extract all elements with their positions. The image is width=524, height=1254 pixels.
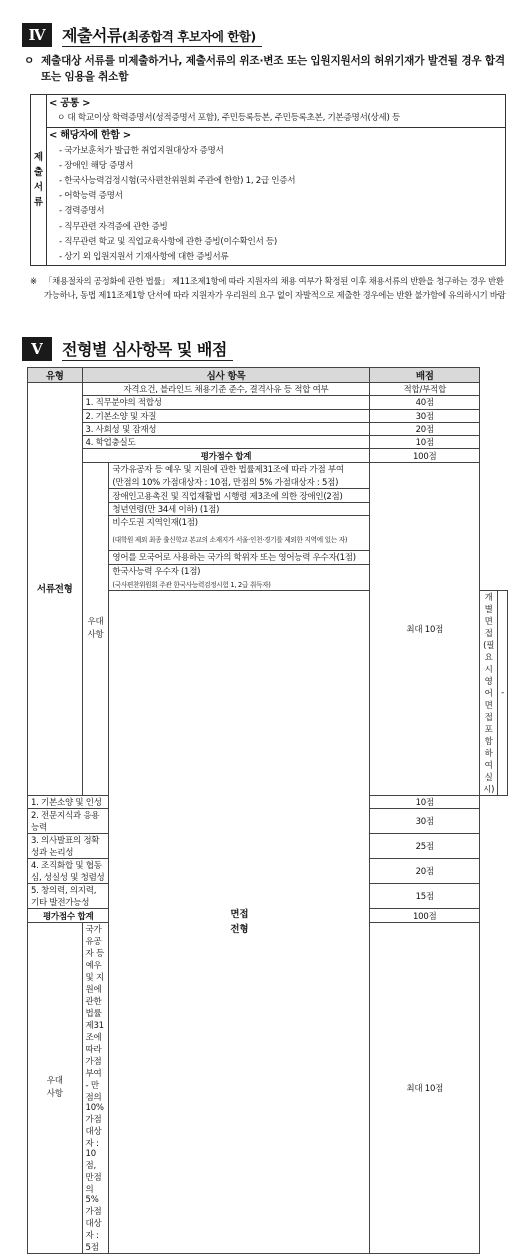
documents-box	[30, 94, 506, 266]
preference-label	[82, 462, 109, 795]
common-item: ㅇ 대 학교이상 학력증명서(성적증명서 포함), 주민등록등본, 주민등록초본, 기본증명서(상세) 등	[47, 111, 505, 128]
item-cell: 2. 전문지식과 응용능력	[28, 809, 109, 834]
side-char: 서	[33, 182, 44, 193]
applicable-heading: < 해당자에 한함 >	[49, 130, 131, 142]
doc-screening-label: 서류전형	[28, 383, 83, 796]
side-char: 류	[33, 197, 44, 208]
score-cell: 20점	[370, 859, 480, 884]
doc-item: - 국가보훈처가 발급한 취업지원대상자 증명서	[59, 145, 224, 156]
documents-content	[49, 96, 503, 265]
cancel-notice-text: 제출대상 서류를 미제출하거나, 제출서류의 위조·변조 또는 입원지원서의 허위기재가 발견될 경우 합격 또는 임용을 취소함	[41, 55, 505, 83]
item-cell: 1. 직무분야의 적합성	[82, 396, 370, 409]
item-cell: 5. 창의력, 의지력, 기타 발전가능성	[28, 884, 109, 909]
score-cell: 적합/부적합	[370, 383, 480, 396]
preference-label	[28, 922, 83, 1253]
total-label: 평가점수 합계	[28, 909, 109, 922]
total-row	[28, 449, 508, 462]
documents-side-label	[31, 95, 47, 265]
score-cell: 30점	[370, 809, 480, 834]
table-row	[28, 409, 508, 422]
preference-score: 최대 10점	[370, 922, 480, 1253]
col-item: 심사 항목	[82, 368, 370, 383]
score-cell: 10점	[370, 796, 480, 809]
score-cell: 40점	[370, 396, 480, 409]
section-4-header	[22, 23, 262, 47]
section-5-header	[22, 337, 233, 361]
doc-item: - 직무관련 자격증에 관한 증빙	[59, 221, 168, 232]
table-row	[28, 462, 508, 475]
return-note	[30, 274, 506, 302]
total-score: 100점	[370, 909, 480, 922]
total-score: 100점	[370, 449, 480, 462]
item-cell: 개별면접 (필요시 영어면접 포함하여 실시)	[480, 591, 498, 796]
score-cell: 20점	[370, 422, 480, 435]
item-cell: 3. 사회성 및 잠재성	[82, 422, 370, 435]
section-title	[62, 23, 262, 47]
scoring-table	[27, 367, 508, 1254]
doc-item: - 경력증명서	[59, 206, 105, 217]
doc-item: - 상기 외 입원지원서 기재사항에 대한 증빙서류	[59, 252, 229, 263]
pref-item: 장애인고용촉진 및 직업재활법 시행령 제3조에 의한 장애인(2점)	[109, 489, 370, 502]
note-symbol: ※	[30, 276, 37, 286]
table-row	[28, 396, 508, 409]
pref-item: 비수도권 지역인재(1점)	[109, 515, 370, 528]
table-row	[28, 422, 508, 435]
pref-item: 한국사능력 우수자 (1점)	[109, 564, 370, 577]
common-heading: < 공통 >	[49, 98, 91, 109]
pref-item-detail: (국사편찬위원회 주관 한국사능력검정시험 1, 2급 취득자)	[109, 577, 370, 590]
section-title: 전형별 심사항목 및 배점	[62, 337, 233, 361]
section-number: Ⅳ	[22, 23, 52, 47]
section-number: Ⅴ	[22, 337, 52, 361]
doc-item: - 장애인 해당 증명서	[59, 160, 134, 171]
doc-item: - 어학능력 증명서	[59, 191, 123, 202]
pref-item: 영어를 모국어로 사용하는 국가의 학위자 또는 영어능력 우수자(1점)	[109, 551, 370, 564]
item-cell: 3. 의사발표의 정확성과 논리성	[28, 834, 109, 859]
col-score: 배점	[370, 368, 480, 383]
table-row	[28, 383, 508, 396]
pref-item: - 만점의 10% 가점대상자 : 10점, 만점의 5% 가점대상자 : 5점	[82, 1079, 109, 1254]
pref-item: (만점의 10% 가점대상자 : 10점, 만점의 5% 가점대상자 : 5점)	[109, 476, 370, 489]
side-char: 제	[33, 152, 44, 163]
pref-item: 국가유공자 등 예우 및 지원에 관한 법률제31조에 따라 가점 부여	[109, 462, 370, 475]
pref-item: 국가유공자 등 예우 및 지원에 관한 법률제31조에 따라 가점 부여	[82, 922, 109, 1079]
item-cell: 2. 기본소양 및 자질	[82, 409, 370, 422]
table-row	[28, 436, 508, 449]
item-cell: 4. 학업충실도	[82, 436, 370, 449]
side-char: 출	[33, 167, 44, 178]
pref-item-detail: (대학원 제외 최종 출신학교 본교의 소재지가 서울·인천·경기를 제외한 지역에 있는 자)	[109, 529, 370, 551]
item-cell: 자격요건, 블라인드 채용기준 준수, 결격사유 등 적합 여부	[82, 383, 370, 396]
total-label: 평가점수 합계	[82, 449, 370, 462]
section-subtitle: (최종합격 후보자에 한함)	[121, 29, 256, 44]
doc-item: - 직무관련 학교 및 직업교육사항에 관한 증빙(이수확인서 등)	[59, 236, 277, 247]
preference-label-text: 우대사항	[46, 1075, 63, 1099]
section-title-text: 제출서류	[62, 26, 122, 45]
score-cell: 25점	[370, 834, 480, 859]
item-cell: 4. 조직화합 및 협동심, 성실성 및 청렴성	[28, 859, 109, 884]
score-cell: 10점	[370, 436, 480, 449]
score-cell: 30점	[370, 409, 480, 422]
pref-item: 청년연령(만 34세 이하) (1점)	[109, 502, 370, 515]
preference-score: 최대 10점	[370, 462, 480, 795]
doc-item: - 한국사능력검정시험(국사편찬위원회 주관에 한함) 1, 2급 인증서	[59, 176, 296, 187]
score-cell: 15점	[370, 884, 480, 909]
col-type: 유형	[28, 368, 83, 383]
item-cell: 1. 기본소양 및 인성	[28, 796, 109, 809]
interview-label-text: 면접전형	[230, 908, 249, 935]
score-cell: -	[498, 591, 508, 796]
table-header-row	[28, 368, 508, 383]
cancel-notice	[24, 53, 508, 85]
bullet-symbol: ㅇ	[24, 55, 35, 67]
preference-label-text: 우대사항	[87, 616, 104, 640]
return-note-text: 「채용절차의 공정화에 관한 법률」 제11조제1항에 따라 지원자의 채용 여부가 확정된 이후 채용서류의 반환을 청구하는 경우 반환 가능하나, 동법 제11조제1항 단서에 따라 지원자가 우리원의 요구 없이 자발적으로 제출한 경우에는 반환 불가함에 유의하시기 바람	[44, 276, 506, 301]
interview-label	[109, 591, 370, 1254]
